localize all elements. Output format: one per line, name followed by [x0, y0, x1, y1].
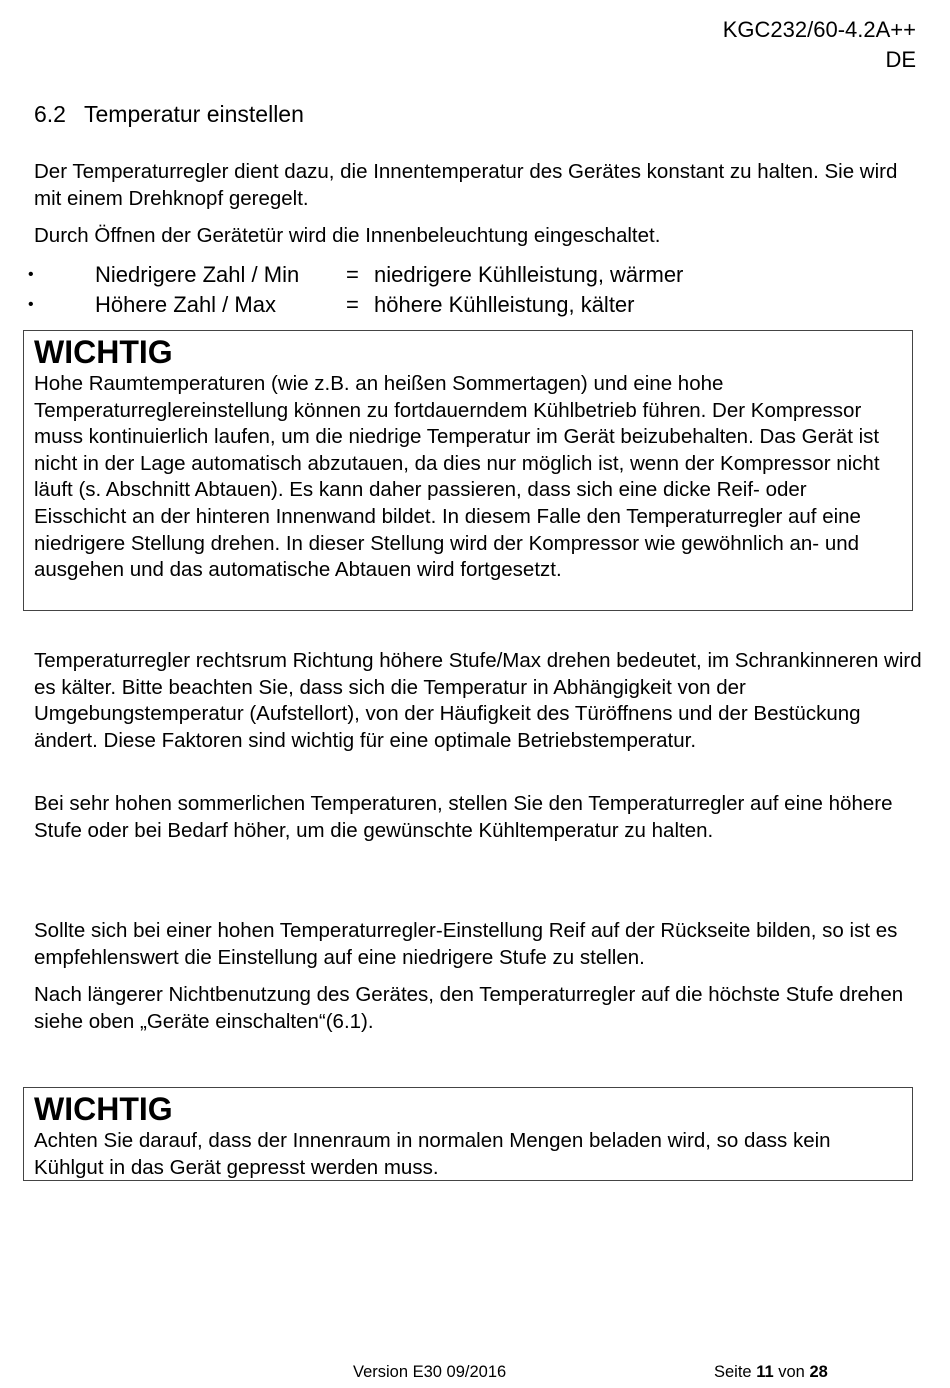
body-paragraph-4: Bei sehr hohen sommerlichen Temperaturen, stellen Sie den Temperaturregler auf eine höhere Stufe oder bei Bedarf höher, um die gewünschte Kühltemperatur zu halten. — [34, 792, 893, 842]
bullet-dot: • — [28, 266, 34, 283]
document-language-header: DE — [885, 47, 916, 72]
bullet-label: Niedrigere Zahl / Min — [95, 262, 300, 287]
bullet-dot: • — [28, 296, 34, 313]
section-number: 6.2 — [34, 101, 66, 127]
intro-paragraph-1: Der Temperaturregler dient dazu, die Innentemperatur des Gerätes konstant zu halten. Sie wird mit einem Drehknopf geregelt. — [34, 160, 898, 210]
document-model-header: KGC232/60-4.2A++ — [722, 17, 916, 42]
warning-box-1 — [23, 330, 913, 611]
bullet-equals: = — [346, 292, 359, 317]
page-of-label: von — [778, 1363, 805, 1381]
section-heading — [34, 101, 304, 128]
warning-title: WICHTIG — [34, 334, 173, 370]
page-current: 11 — [756, 1363, 774, 1381]
warning-title: WICHTIG — [34, 1091, 173, 1127]
body-paragraph-5: Sollte sich bei einer hohen Temperaturregler-Einstellung Reif auf der Rückseite bilden, so ist es empfehlenswert die Einstellung auf eine niedrigere Stufe zu stellen. — [34, 919, 898, 969]
page-total: 28 — [809, 1363, 828, 1381]
section-title: Temperatur einstellen — [84, 101, 304, 127]
body-paragraph-3: Temperaturregler rechtsrum Richtung höhere Stufe/Max drehen bedeutet, im Schrankinneren wird es kälter. Bitte beachten Sie, dass sich die Temperatur in Abhängigkeit von der Umgebungstemperatur (Aufstellort), von der Häufigkeit des Türöffnens und der Bestückung ändert. Diese Faktoren sind wichtig für eine optimale Betriebstemperatur. — [34, 649, 922, 752]
page-label: Seite — [714, 1363, 752, 1381]
warning-box-2 — [23, 1087, 913, 1181]
bullet-equals: = — [346, 262, 359, 287]
bullet-result: niedrigere Kühlleistung, wärmer — [374, 262, 684, 287]
bullet-label: Höhere Zahl / Max — [95, 292, 276, 317]
warning-text: Achten Sie darauf, dass der Innenraum in normalen Mengen beladen wird, so dass kein Kühlgut in das Gerät gepresst werden muss. — [34, 1129, 831, 1179]
footer-version: Version E30 09/2016 — [353, 1363, 507, 1381]
bullet-result: höhere Kühlleistung, kälter — [374, 292, 635, 317]
body-paragraph-6: Nach längerer Nichtbenutzung des Gerätes, den Temperaturregler auf die höchste Stufe drehen siehe oben „Geräte einschalten“(6.1). — [34, 983, 904, 1033]
footer-page-number — [714, 1363, 828, 1382]
intro-paragraph-2: Durch Öffnen der Gerätetür wird die Innenbeleuchtung eingeschaltet. — [34, 224, 661, 247]
warning-text: Hohe Raumtemperaturen (wie z.B. an heißen Sommertagen) und eine hohe Temperaturreglereinstellung können zu fortdauerndem Kühlbetrieb führen. Der Kompressor muss kontinuierlich laufen, um die niedrige Temperatur im Gerät beizubehalten. Das Gerät ist nicht in der Lage automatisch abzutauen, da dies nur möglich ist, wenn der Kompressor nicht läuft (s. Abschnitt Abtauen). Es kann daher passieren, dass sich eine dicke Reif- oder Eisschicht an der hinteren Innenwand bildet. In diesem Falle den Temperaturregler auf eine niedrigere Stellung drehen. In dieser Stellung wird der Kompressor wie gewöhnlich an- und ausgehen und das automatische Abtauen wird fortgesetzt. — [34, 372, 880, 582]
